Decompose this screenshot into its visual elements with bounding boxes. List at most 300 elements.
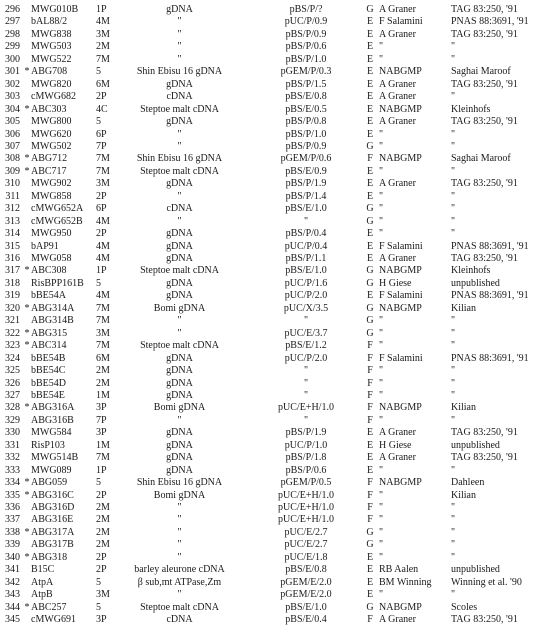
row-number: 312 <box>5 203 20 215</box>
table-row <box>0 502 558 514</box>
probe-source: " <box>379 140 384 152</box>
table-row <box>0 166 558 178</box>
marker-name: AtpB <box>31 589 53 601</box>
probe-class: F <box>367 402 373 414</box>
table-row <box>0 303 558 315</box>
probe-class: F <box>367 477 373 489</box>
chromosome-arm: 2M <box>96 502 110 513</box>
table-row <box>0 54 558 66</box>
vector-insert: pBS/E/1.0 <box>285 203 327 215</box>
probe-source: " <box>379 489 384 501</box>
mapped-marker-asterisk: * <box>24 327 30 339</box>
probe-class: G <box>366 302 374 314</box>
row-number: 345 <box>5 614 20 626</box>
marker-name: ABC257 <box>31 601 67 613</box>
probe-class: E <box>366 589 374 601</box>
row-number: 299 <box>5 41 20 53</box>
row-number: 344 <box>5 601 20 613</box>
probe-description: " <box>177 140 182 152</box>
marker-name: ABC303 <box>31 103 67 115</box>
row-number: 301 <box>5 66 20 78</box>
reference: " <box>451 327 456 339</box>
marker-name: bBE54C <box>31 365 66 377</box>
chromosome-arm: 6M <box>96 78 110 90</box>
probe-source: RB Aalen <box>379 564 419 576</box>
probe-class: E <box>366 165 374 177</box>
probe-source: " <box>379 514 384 526</box>
marker-name: ABC717 <box>31 165 67 177</box>
probe-description: cDNA <box>166 91 193 103</box>
probe-source: NABGMP <box>379 66 422 78</box>
probe-description: " <box>177 514 182 526</box>
table-row <box>0 614 558 626</box>
probe-source: A Graner <box>379 427 416 439</box>
probe-source: A Graner <box>379 116 416 128</box>
probe-source: A Graner <box>379 28 416 40</box>
vector-insert: pBS/P/0.6 <box>285 41 327 53</box>
marker-name: bAL88/2 <box>31 16 68 28</box>
chromosome-arm: 3P <box>96 427 107 439</box>
vector-insert: " <box>303 414 309 426</box>
probe-class: E <box>366 464 374 476</box>
mapped-marker-asterisk: * <box>24 103 30 115</box>
probe-description: gDNA <box>166 178 193 190</box>
row-number: 338 <box>5 526 20 538</box>
vector-insert: pBS/P/1.5 <box>285 78 327 90</box>
row-number: 298 <box>5 28 20 40</box>
marker-name: MWG620 <box>31 128 72 140</box>
probe-class: E <box>366 53 374 65</box>
probe-source: NABGMP <box>379 402 422 414</box>
marker-name: MWG820 <box>31 78 72 90</box>
table-row <box>0 116 558 128</box>
probe-description: " <box>177 53 182 65</box>
reference: " <box>451 589 456 601</box>
probe-class: E <box>366 253 374 264</box>
mapped-marker-asterisk: * <box>24 165 30 177</box>
probe-class: F <box>367 614 373 626</box>
vector-insert: " <box>303 389 309 401</box>
reference: " <box>451 514 456 526</box>
marker-name: bBE54D <box>31 377 66 389</box>
table-row <box>0 16 558 28</box>
reference: TAG 83:250, '91 <box>451 116 518 128</box>
reference: PNAS 88:3691, '91 <box>451 16 529 28</box>
reference: Dahleen <box>451 477 485 489</box>
marker-name: MWG838 <box>31 28 72 40</box>
probe-source: " <box>379 165 384 177</box>
probe-source: " <box>379 203 384 215</box>
probe-description: Steptoe malt cDNA <box>140 340 219 352</box>
table-row <box>0 589 558 601</box>
probe-description: gDNA <box>166 464 193 476</box>
probe-description: Shin Ebisu 16 gDNA <box>136 153 223 165</box>
reference: " <box>451 140 456 152</box>
vector-insert: pUC/E/1.8 <box>284 551 328 563</box>
reference: " <box>451 464 456 476</box>
marker-name: ABG316A <box>31 402 75 414</box>
mapped-marker-asterisk: * <box>24 489 30 501</box>
probe-source: " <box>379 389 384 401</box>
reference: " <box>451 502 456 513</box>
mapped-marker-asterisk: * <box>24 265 30 277</box>
vector-insert: pUC/P/1.0 <box>284 439 328 451</box>
probe-class: G <box>366 601 374 613</box>
chromosome-arm: 6P <box>96 128 107 140</box>
marker-name: bBE54B <box>31 352 66 364</box>
mapped-marker-asterisk: * <box>24 477 30 489</box>
marker-name: ABG059 <box>31 477 68 489</box>
probe-class: G <box>366 4 374 15</box>
row-number: 305 <box>5 116 20 128</box>
probe-source: NABGMP <box>379 477 422 489</box>
marker-name: MWG089 <box>31 464 72 476</box>
marker-name: ABG317A <box>31 526 75 538</box>
marker-name: ABG316E <box>31 514 74 526</box>
table-row <box>0 477 558 489</box>
row-number: 308 <box>5 153 20 165</box>
probe-description: " <box>177 327 182 339</box>
probe-class: E <box>366 427 374 439</box>
probe-source: " <box>379 464 384 476</box>
row-number: 320 <box>5 302 20 314</box>
probe-source: A Graner <box>379 91 416 103</box>
probe-description: gDNA <box>166 4 193 15</box>
vector-insert: pUC/P/2.0 <box>284 352 328 364</box>
probe-class: E <box>366 66 374 78</box>
chromosome-arm: 2M <box>96 539 110 551</box>
marker-name: MWG584 <box>31 427 72 439</box>
marker-name: B15C <box>31 564 55 576</box>
marker-name: RisP103 <box>31 439 65 451</box>
vector-insert: pBS/E/0.8 <box>285 91 327 103</box>
probe-description: Steptoe malt cDNA <box>140 601 219 613</box>
vector-insert: pUC/E/2.7 <box>284 539 328 551</box>
probe-description: " <box>177 551 182 563</box>
probe-class: F <box>367 414 373 426</box>
chromosome-arm: 6M <box>96 352 110 364</box>
reference: " <box>451 203 456 215</box>
chromosome-arm: 4M <box>96 240 110 252</box>
reference: TAG 83:250, '91 <box>451 178 518 190</box>
probe-source: BM Winning <box>379 576 432 588</box>
table-row <box>0 278 558 290</box>
reference: " <box>451 389 456 401</box>
vector-insert: pGEM/P/0.6 <box>280 153 332 165</box>
vector-insert: pBS/E/1.2 <box>285 340 327 352</box>
chromosome-arm: 2M <box>96 526 110 538</box>
row-number: 315 <box>5 240 20 252</box>
chromosome-arm: 7P <box>96 140 107 152</box>
row-number: 334 <box>5 477 20 489</box>
marker-name: MWG503 <box>31 41 72 53</box>
reference: Kilian <box>451 302 476 314</box>
vector-insert: pBS/P/0.4 <box>285 228 327 240</box>
table-row <box>0 514 558 526</box>
reference: Kilian <box>451 402 476 414</box>
reference: " <box>451 315 456 327</box>
marker-name: MWG058 <box>31 253 72 264</box>
row-number: 316 <box>5 253 20 264</box>
table-row <box>0 602 558 614</box>
table-row <box>0 290 558 302</box>
chromosome-arm: 5 <box>96 576 101 588</box>
probe-class: E <box>366 190 374 202</box>
row-number: 340 <box>5 551 20 563</box>
reference: TAG 83:250, '91 <box>451 452 518 464</box>
marker-name: MWG522 <box>31 53 72 65</box>
chromosome-arm: 2M <box>96 377 110 389</box>
probe-description: cDNA <box>166 614 193 626</box>
probe-description: gDNA <box>166 365 193 377</box>
table-row <box>0 440 558 452</box>
chromosome-arm: 3M <box>96 178 110 190</box>
probe-class: G <box>366 203 374 215</box>
vector-insert: pUC/E+H/1.0 <box>278 502 334 513</box>
probe-class: G <box>366 215 374 227</box>
chromosome-arm: 5 <box>96 601 101 613</box>
probe-description: Bomi gDNA <box>153 489 206 501</box>
reference: TAG 83:250, '91 <box>451 4 518 15</box>
vector-insert: pUC/P/2.0 <box>284 290 328 302</box>
row-number: 329 <box>5 414 20 426</box>
row-number: 337 <box>5 514 20 526</box>
probe-description: β sub,mt ATPase,Zm <box>137 576 222 588</box>
table-row <box>0 66 558 78</box>
row-number: 314 <box>5 228 20 240</box>
probe-source: A Graner <box>379 4 416 15</box>
probe-class: F <box>367 514 373 526</box>
probe-description: gDNA <box>166 377 193 389</box>
row-number: 302 <box>5 78 20 90</box>
reference: TAG 83:250, '91 <box>451 28 518 40</box>
vector-insert: pBS/P/1.8 <box>285 452 327 464</box>
reference: " <box>451 128 456 140</box>
probe-description: gDNA <box>166 439 193 451</box>
reference: Kleinhofs <box>451 103 491 115</box>
vector-insert: pUC/P/1.6 <box>284 277 328 289</box>
mapped-marker-asterisk: * <box>24 340 30 352</box>
vector-insert: pGEM/P/0.5 <box>280 477 332 489</box>
probe-description: " <box>177 539 182 551</box>
chromosome-arm: 1M <box>96 439 110 451</box>
chromosome-arm: 7M <box>96 165 110 177</box>
probe-class: G <box>366 539 374 551</box>
probe-class: E <box>366 178 374 190</box>
probe-source: F Salamini <box>379 16 423 28</box>
vector-insert: pUC/E+H/1.0 <box>278 402 334 414</box>
marker-name: ABG317B <box>31 539 74 551</box>
probe-description: barley aleurone cDNA <box>134 564 225 576</box>
probe-description: Bomi gDNA <box>153 302 206 314</box>
marker-name: MWG010B <box>31 4 79 15</box>
reference: Winning et al. '90 <box>451 576 522 588</box>
table-row <box>0 378 558 390</box>
probe-description: Steptoe malt cDNA <box>140 165 219 177</box>
probe-source: " <box>379 526 384 538</box>
chromosome-arm: 5 <box>96 66 101 78</box>
row-number: 336 <box>5 502 20 513</box>
probe-description: cDNA <box>166 203 193 215</box>
probe-source: H Giese <box>379 439 412 451</box>
table-row <box>0 79 558 91</box>
marker-name: cMWG652A <box>31 203 84 215</box>
marker-name: MWG514B <box>31 452 79 464</box>
table-row <box>0 253 558 265</box>
chromosome-arm: 3M <box>96 327 110 339</box>
table-row <box>0 228 558 240</box>
probe-class: F <box>367 389 373 401</box>
reference: " <box>451 91 456 103</box>
table-row <box>0 415 558 427</box>
row-number: 306 <box>5 128 20 140</box>
row-number: 324 <box>5 352 20 364</box>
vector-insert: pBS/P/1.4 <box>285 190 327 202</box>
mapped-marker-asterisk: * <box>24 402 30 414</box>
chromosome-arm: 2M <box>96 514 110 526</box>
probe-class: E <box>366 78 374 90</box>
probe-description: " <box>177 128 182 140</box>
chromosome-arm: 2M <box>96 41 110 53</box>
table-row <box>0 365 558 377</box>
probe-class: E <box>366 290 374 302</box>
row-number: 321 <box>5 315 20 327</box>
probe-class: E <box>366 439 374 451</box>
probe-class: E <box>366 116 374 128</box>
probe-description: gDNA <box>166 452 193 464</box>
row-number: 341 <box>5 564 20 576</box>
row-number: 332 <box>5 452 20 464</box>
reference: Kilian <box>451 489 476 501</box>
chromosome-arm: 4M <box>96 290 110 302</box>
table-row <box>0 265 558 277</box>
reference: Kleinhofs <box>451 265 491 277</box>
probe-description: Steptoe malt cDNA <box>140 265 219 277</box>
chromosome-arm: 6P <box>96 203 107 215</box>
probe-class: E <box>366 551 374 563</box>
probe-class: G <box>366 265 374 277</box>
marker-name: ABG708 <box>31 66 68 78</box>
marker-name: ABG316B <box>31 414 74 426</box>
chromosome-arm: 2M <box>96 365 110 377</box>
row-number: 325 <box>5 365 20 377</box>
row-number: 339 <box>5 539 20 551</box>
probe-source: H Giese <box>379 277 412 289</box>
vector-insert: pBS/P/0.6 <box>285 464 327 476</box>
vector-insert: pBS/E/0.8 <box>285 564 327 576</box>
vector-insert: pBS/E/1.0 <box>285 601 327 613</box>
probe-source: " <box>379 128 384 140</box>
vector-insert: pUC/E+H/1.0 <box>278 514 334 526</box>
mapped-marker-asterisk: * <box>24 526 30 538</box>
probe-source: F Salamini <box>379 352 423 364</box>
marker-name: cMWG682 <box>31 91 76 103</box>
chromosome-arm: 5 <box>96 116 101 128</box>
chromosome-arm: 3M <box>96 589 110 601</box>
table-row <box>0 527 558 539</box>
table-row <box>0 353 558 365</box>
vector-insert: " <box>303 377 309 389</box>
reference: " <box>451 377 456 389</box>
reference: unpublished <box>451 439 500 451</box>
reference: PNAS 88:3691, '91 <box>451 352 529 364</box>
vector-insert: pGEM/P/0.3 <box>280 66 332 78</box>
table-row <box>0 390 558 402</box>
probe-source: NABGMP <box>379 103 422 115</box>
probe-description: " <box>177 414 182 426</box>
probe-description: gDNA <box>166 253 193 264</box>
probe-source: A Graner <box>379 78 416 90</box>
probe-class: E <box>366 228 374 240</box>
probe-source: " <box>379 365 384 377</box>
chromosome-arm: 2P <box>96 190 107 202</box>
reference: " <box>451 190 456 202</box>
table-row <box>0 141 558 153</box>
probe-class: G <box>366 140 374 152</box>
probe-description: gDNA <box>166 240 193 252</box>
row-number: 335 <box>5 489 20 501</box>
probe-description: gDNA <box>166 389 193 401</box>
probe-source: A Graner <box>379 452 416 464</box>
table-row <box>0 452 558 464</box>
chromosome-arm: 7P <box>96 414 107 426</box>
reference: " <box>451 53 456 65</box>
chromosome-arm: 2P <box>96 228 107 240</box>
mapped-marker-asterisk: * <box>24 153 30 165</box>
reference: Saghai Maroof <box>451 66 511 78</box>
probe-class: F <box>367 365 373 377</box>
reference: TAG 83:250, '91 <box>451 253 518 264</box>
probe-description: Bomi gDNA <box>153 402 206 414</box>
row-number: 330 <box>5 427 20 439</box>
vector-insert: pBS/P/0.8 <box>285 116 327 128</box>
marker-name: bBE54A <box>31 290 66 302</box>
probe-source: " <box>379 377 384 389</box>
row-number: 296 <box>5 4 20 15</box>
probe-class: E <box>366 128 374 140</box>
chromosome-arm: 4M <box>96 215 110 227</box>
reference: Scoles <box>451 601 478 613</box>
probe-source: A Graner <box>379 253 416 264</box>
reference: PNAS 88:3691, '91 <box>451 240 529 252</box>
probe-class: E <box>366 41 374 53</box>
probe-source: NABGMP <box>379 265 422 277</box>
table-row <box>0 4 558 16</box>
probe-class: F <box>367 352 373 364</box>
table-row <box>0 129 558 141</box>
chromosome-arm: 2P <box>96 551 107 563</box>
probe-source: NABGMP <box>379 601 422 613</box>
probe-class: E <box>366 16 374 28</box>
probe-source: " <box>379 41 384 53</box>
marker-name: ABG314B <box>31 315 74 327</box>
table-row <box>0 91 558 103</box>
table-row <box>0 216 558 228</box>
chromosome-arm: 7M <box>96 53 110 65</box>
row-number: 322 <box>5 327 20 339</box>
probe-description: gDNA <box>166 427 193 439</box>
vector-insert: pBS/P/1.0 <box>285 128 327 140</box>
chromosome-arm: 4C <box>96 103 108 115</box>
row-number: 326 <box>5 377 20 389</box>
marker-name: ABC308 <box>31 265 67 277</box>
vector-insert: pBS/E/0.9 <box>285 165 327 177</box>
table-row <box>0 465 558 477</box>
chromosome-arm: 7M <box>96 302 110 314</box>
table-row <box>0 241 558 253</box>
probe-class: G <box>366 327 374 339</box>
probe-source: NABGMP <box>379 302 422 314</box>
